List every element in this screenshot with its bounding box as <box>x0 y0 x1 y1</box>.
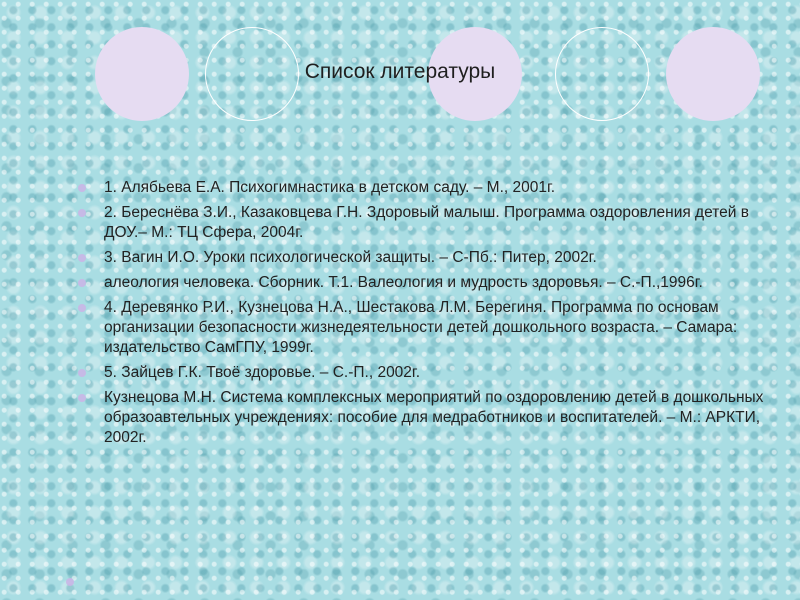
list-item-text: 2. Береснёва З.И., Казаковцева Г.Н. Здоровый малыш. Программа оздоровления детей в ДОУ.– М.: ТЦ Сфера, 2004г. <box>104 204 749 241</box>
list-item <box>78 273 778 293</box>
list-item <box>78 248 778 268</box>
decorative-ring-2 <box>555 27 649 121</box>
slide-title: Список литературы <box>304 60 496 83</box>
bullet-icon <box>78 254 86 262</box>
bullet-icon <box>78 184 86 192</box>
empty-bullet-icon <box>66 578 74 586</box>
bullet-icon <box>78 369 86 377</box>
decorative-circle-3 <box>666 27 760 121</box>
list-item <box>78 363 778 383</box>
list-item-text: 4. Деревянко Р.И., Кузнецова Н.А., Шестакова Л.М. Берегиня. Программа по основам организации безопасности жизнедеятельности детей дошкольного возраста. – Самара: издательство СамГПУ, 1999г. <box>104 299 738 356</box>
bullet-icon <box>78 304 86 312</box>
decorative-circle-1 <box>95 27 189 121</box>
bibliography-list <box>78 178 778 453</box>
list-item <box>78 178 778 198</box>
list-item <box>78 298 778 358</box>
bullet-icon <box>78 279 86 287</box>
list-item-text: 3. Вагин И.О. Уроки психологической защиты. – С-Пб.: Питер, 2002г. <box>104 249 597 266</box>
bullet-icon <box>78 209 86 217</box>
list-item-text: алеология человека. Сборник. Т.1. Валеология и мудрость здоровья. – С.-П.,1996г. <box>104 274 703 291</box>
list-item <box>78 388 778 448</box>
list-item <box>78 203 778 243</box>
list-item-text: 5. Зайцев Г.К. Твоё здоровье. – С.-П., 2002г. <box>104 364 420 381</box>
list-item-text: 1. Алябьева Е.А. Психогимнастика в детском саду. – М., 2001г. <box>104 179 556 196</box>
list-item-text: Кузнецова М.Н. Система комплексных мероприятий по оздоровлению детей в дошкольных образоавтельных учреждениях: пособие для медработников и воспитателей. – М.: АРКТИ, 2002г. <box>104 389 764 446</box>
bullet-icon <box>78 394 86 402</box>
